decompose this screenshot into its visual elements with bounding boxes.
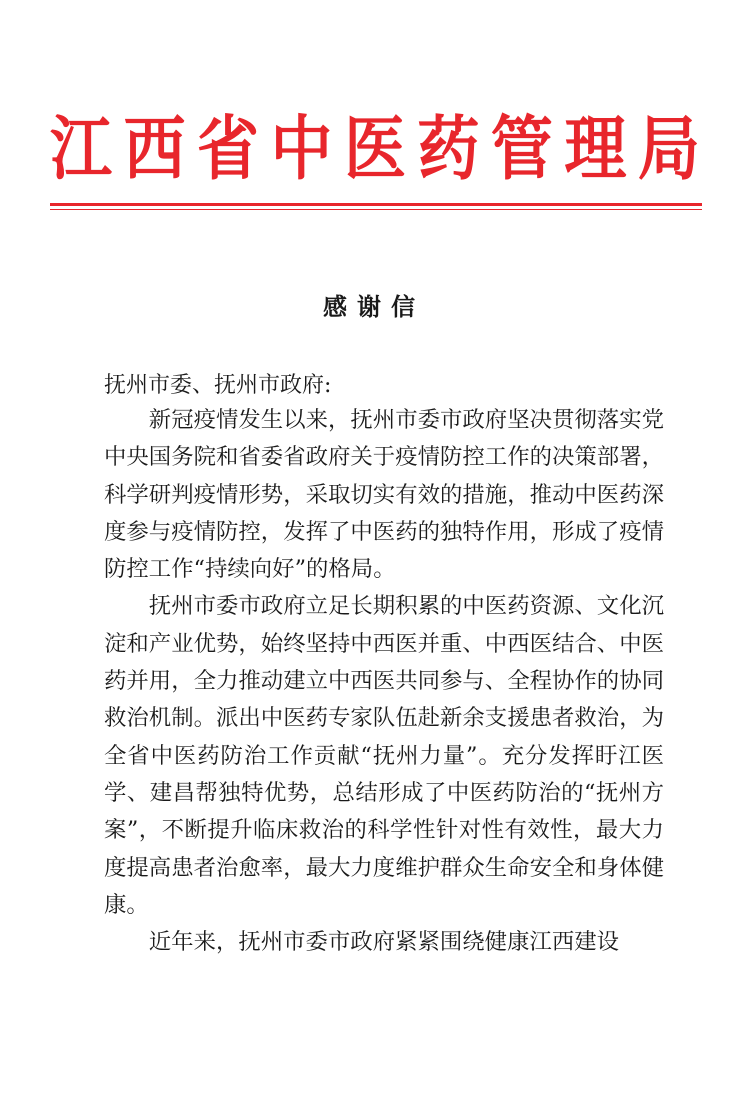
letterhead-title (50, 108, 700, 190)
letterhead-char: 医 (343, 107, 406, 190)
letterhead-char: 省 (196, 107, 259, 190)
letter-paragraph: 近年来，抚州市委市政府紧紧围绕健康江西建设 (148, 929, 619, 956)
letter-paragraph: 新冠疫情发生以来，抚州市委市政府坚决贯彻落实党中央国务院和省委省政府关于疫情防控工作的决策部署，科学研判疫情形势，采取切实有效的措施，推动中医药深度参与疫情防控，发挥了中医药的独特作用，形成了疫情防控工作“持续向好”的格局。 (104, 407, 664, 583)
letterhead-char: 药 (417, 107, 480, 190)
letterhead-char: 理 (564, 107, 627, 190)
letterhead-char: 中 (270, 107, 333, 190)
letterhead-divider-thin (50, 209, 702, 210)
letter-salutation: 抚州市委、抚州市政府: (104, 373, 332, 398)
letterhead-divider-thick (50, 203, 702, 206)
letter-paragraph: 抚州市委市政府立足长期积累的中医药资源、文化沉淀和产业优势，始终坚持中西医并重、中西医结合、中医药并用，全力推动建立中西医共同参与、全程协作的协同救治机制。派出中医药专家队伍赴新余支援患者救治，为全省中医药防治工作贡献“抚州力量”。充分发挥盱江医学、建昌帮独特优势，总结形成了中医药防治的“抚州方案”，不断提升临床救治的科学性针对性有效性，最大力度提高患者治愈率，最大力度维护群众生命安全和身体健康。 (104, 593, 664, 918)
letterhead-char: 西 (123, 107, 186, 190)
letter-body (104, 402, 664, 961)
letterhead-char: 局 (637, 107, 700, 190)
letterhead-char: 江 (50, 107, 113, 190)
letter-title: 感谢信 (323, 292, 425, 321)
letterhead-char: 管 (490, 107, 553, 190)
